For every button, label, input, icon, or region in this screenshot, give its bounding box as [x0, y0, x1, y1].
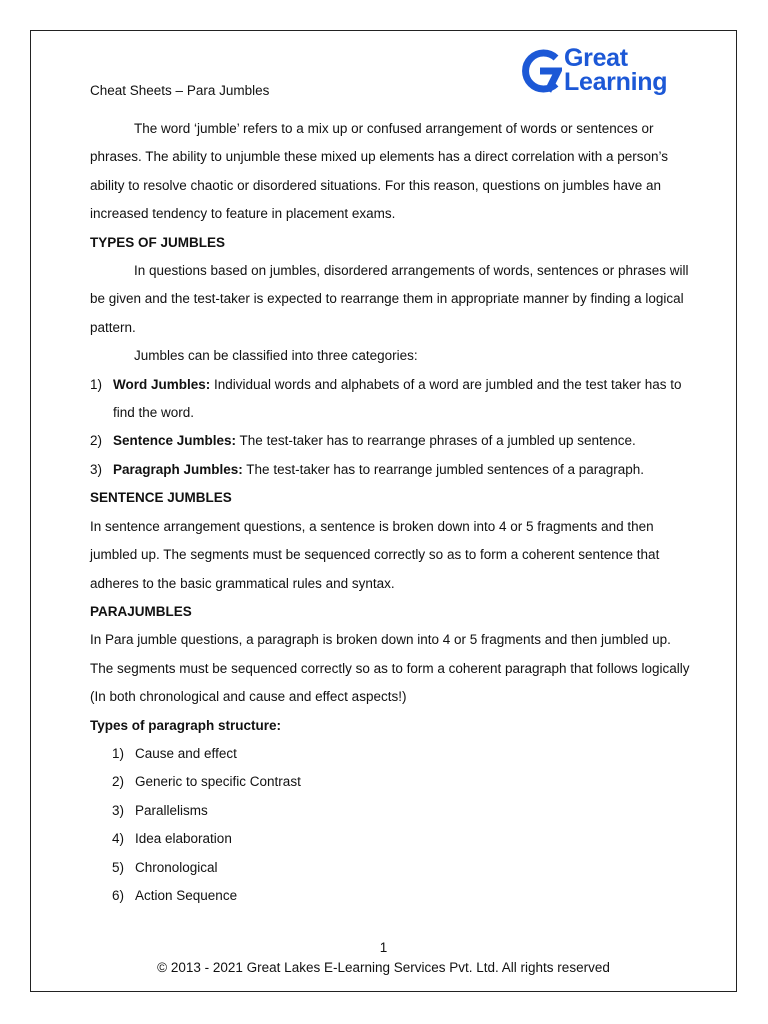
list-number: 1) — [112, 745, 125, 761]
list-number: 4) — [112, 831, 125, 847]
parajumbles-heading: PARAJUMBLES — [90, 603, 192, 619]
classified-paragraph: Jumbles can be classified into three categories: — [134, 348, 418, 364]
copyright-notice: © 2013 - 2021 Great Lakes E-Learning Services Pvt. Ltd. All rights reserved — [157, 960, 610, 975]
structures-list — [90, 740, 690, 910]
types-heading: TYPES OF JUMBLES — [90, 234, 226, 250]
great-learning-logo — [518, 46, 683, 98]
document-title: Cheat Sheets – Para Jumbles — [90, 83, 270, 98]
category-term: Sentence Jumbles: — [113, 433, 237, 449]
list-number: 3) — [90, 461, 103, 477]
structure-label: Action Sequence — [135, 887, 238, 903]
list-number: 2) — [112, 774, 125, 790]
structure-label: Idea elaboration — [135, 831, 232, 847]
types-paragraph: In questions based on jumbles, disordered arrangements of words, sentences or phrases will be given and the test-taker is expected to rearrange them in appropriate manner by finding a logical pattern. — [90, 263, 689, 335]
g-logo-icon — [518, 46, 562, 96]
page-number: 1 — [379, 940, 388, 955]
category-term: Word Jumbles: — [113, 376, 211, 392]
structure-label: Chronological — [135, 859, 218, 875]
logo-line-great: Great — [564, 44, 628, 72]
list-item — [90, 740, 690, 768]
list-number: 1) — [90, 376, 103, 392]
list-number: 6) — [112, 887, 125, 903]
structure-label: Parallelisms — [135, 802, 208, 818]
list-item — [90, 768, 690, 796]
list-item — [90, 854, 690, 882]
list-item — [90, 882, 690, 910]
parajumbles-paragraph: In Para jumble questions, a paragraph is broken down into 4 or 5 fragments and then jumbled up. The segments must be sequenced correctly so as to form a coherent paragraph that follows logically (In both chronological and cause and effect aspects!) — [90, 632, 690, 705]
document-body — [90, 115, 690, 910]
categories-list — [90, 371, 690, 485]
list-item — [90, 797, 690, 825]
category-desc: Individual words and alphabets of a word are jumbled and the test taker has to find the word. — [113, 376, 682, 421]
structure-label: Generic to specific Contrast — [135, 774, 301, 790]
category-term: Paragraph Jumbles: — [113, 461, 243, 477]
structure-heading: Types of paragraph structure: — [90, 717, 282, 733]
logo-line-learning: Learning — [564, 68, 668, 96]
list-item — [90, 427, 690, 455]
intro-paragraph: The word ‘jumble’ refers to a mix up or confused arrangement of words or sentences or phrases. The ability to unjumble these mixed up elements has a direct correlation with a person’s ability to resolve chaotic or disordered situations. For this reason, questions on jumbles have an increased tendency to feature in placement exams. — [90, 121, 669, 222]
list-number: 2) — [90, 433, 103, 449]
category-desc: The test-taker has to rearrange jumbled sentences of a paragraph. — [242, 461, 645, 477]
structure-label: Cause and effect — [135, 745, 237, 761]
list-item — [90, 825, 690, 853]
list-number: 3) — [112, 802, 125, 818]
list-item — [90, 371, 690, 428]
logo-wordmark — [564, 46, 667, 94]
list-item — [90, 456, 690, 484]
category-desc: The test-taker has to rearrange phrases of a jumbled up sentence. — [236, 433, 636, 449]
sentence-jumbles-paragraph: In sentence arrangement questions, a sentence is broken down into 4 or 5 fragments and then jumbled up. The segments must be sequenced correctly so as to form a coherent sentence that adheres to the basic grammatical rules and syntax. — [90, 518, 660, 591]
sentence-jumbles-heading: SENTENCE JUMBLES — [90, 490, 232, 506]
list-number: 5) — [112, 859, 125, 875]
